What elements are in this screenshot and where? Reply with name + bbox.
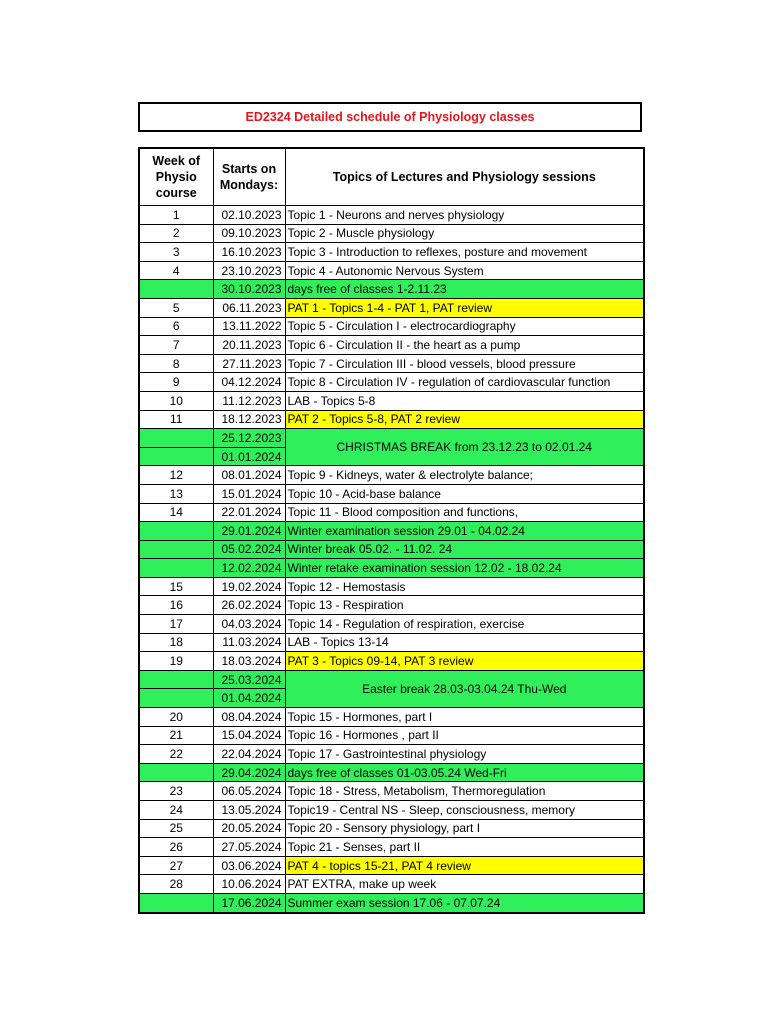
topic-cell: Topic 3 - Introduction to reflexes, posture and movement: [285, 243, 644, 262]
date-cell: 18.03.2024: [213, 652, 285, 671]
topic-cell: LAB - Topics 13-14: [285, 633, 644, 652]
table-row: [139, 893, 644, 912]
week-cell: 15: [139, 577, 213, 596]
date-cell: 11.12.2023: [213, 391, 285, 410]
week-cell: 25: [139, 819, 213, 838]
date-cell: 12.02.2024: [213, 559, 285, 578]
date-cell: 10.06.2024: [213, 875, 285, 894]
table-row: [139, 298, 644, 317]
topic-cell: Winter break 05.02. - 11.02. 24: [285, 540, 644, 559]
topic-cell: Topic 8 - Circulation IV - regulation of cardiovascular function: [285, 373, 644, 392]
topic-cell: Topic 4 - Autonomic Nervous System: [285, 261, 644, 280]
week-cell: [139, 763, 213, 782]
date-cell: 06.11.2023: [213, 298, 285, 317]
week-cell: 23: [139, 782, 213, 801]
date-cell: 06.05.2024: [213, 782, 285, 801]
date-cell: 27.11.2023: [213, 354, 285, 373]
date-cell: 08.04.2024: [213, 708, 285, 727]
topic-cell: Topic 9 - Kidneys, water & electrolyte balance;: [285, 466, 644, 485]
week-cell: 26: [139, 838, 213, 857]
date-cell: 23.10.2023: [213, 261, 285, 280]
topic-cell: Topic 16 - Hormones , part II: [285, 726, 644, 745]
week-cell: [139, 447, 213, 466]
date-cell: 29.04.2024: [213, 763, 285, 782]
topic-cell: Topic 5 - Circulation I - electrocardiography: [285, 317, 644, 336]
week-cell: 1: [139, 206, 213, 225]
table-row: [139, 670, 644, 689]
date-cell: 29.01.2024: [213, 522, 285, 541]
table-row: [139, 261, 644, 280]
week-cell: [139, 689, 213, 708]
topic-cell: Topic 11 - Blood composition and functions,: [285, 503, 644, 522]
table-row: [139, 336, 644, 355]
date-cell: 11.03.2024: [213, 633, 285, 652]
table-row: [139, 875, 644, 894]
header-topic: Topics of Lectures and Physiology sessions: [285, 148, 644, 206]
week-cell: 20: [139, 708, 213, 727]
topic-cell: PAT 4 - topics 15-21, PAT 4 review: [285, 856, 644, 875]
week-cell: 14: [139, 503, 213, 522]
week-cell: 8: [139, 354, 213, 373]
date-cell: 01.04.2024: [213, 689, 285, 708]
schedule-rows: [139, 206, 644, 913]
table-row: [139, 726, 644, 745]
week-cell: 24: [139, 801, 213, 820]
week-cell: [139, 670, 213, 689]
week-cell: 28: [139, 875, 213, 894]
topic-cell: Topic 2 - Muscle physiology: [285, 224, 644, 243]
date-cell: 01.01.2024: [213, 447, 285, 466]
date-cell: 02.10.2023: [213, 206, 285, 225]
table-row: [139, 559, 644, 578]
table-row: [139, 745, 644, 764]
date-cell: 22.04.2024: [213, 745, 285, 764]
table-row: [139, 224, 644, 243]
week-cell: 13: [139, 484, 213, 503]
week-cell: [139, 559, 213, 578]
topic-cell: PAT 3 - Topics 09-14, PAT 3 review: [285, 652, 644, 671]
topic-cell: Topic19 - Central NS - Sleep, consciousness, memory: [285, 801, 644, 820]
date-cell: 08.01.2024: [213, 466, 285, 485]
date-cell: 27.05.2024: [213, 838, 285, 857]
table-row: [139, 410, 644, 429]
topic-cell: PAT EXTRA, make up week: [285, 875, 644, 894]
topic-cell: Topic 1 - Neurons and nerves physiology: [285, 206, 644, 225]
week-cell: [139, 522, 213, 541]
schedule-table: [138, 147, 645, 914]
date-cell: 04.12.2024: [213, 373, 285, 392]
week-cell: 16: [139, 596, 213, 615]
week-cell: 5: [139, 298, 213, 317]
table-row: [139, 801, 644, 820]
topic-cell: Topic 18 - Stress, Metabolism, Thermoregulation: [285, 782, 644, 801]
topic-cell: Topic 12 - Hemostasis: [285, 577, 644, 596]
header-date: Starts on Mondays:: [213, 148, 285, 206]
week-cell: [139, 280, 213, 299]
topic-cell: Topic 14 - Regulation of respiration, exercise: [285, 615, 644, 634]
topic-cell: Topic 13 - Respiration: [285, 596, 644, 615]
page-title: ED2324 Detailed schedule of Physiology classes: [138, 102, 642, 132]
week-cell: 17: [139, 615, 213, 634]
table-row: [139, 354, 644, 373]
week-cell: 7: [139, 336, 213, 355]
table-row: [139, 596, 644, 615]
topic-cell: Topic 10 - Acid-base balance: [285, 484, 644, 503]
date-cell: 04.03.2024: [213, 615, 285, 634]
week-cell: [139, 540, 213, 559]
table-row: [139, 466, 644, 485]
table-row: [139, 391, 644, 410]
week-cell: 19: [139, 652, 213, 671]
week-cell: 10: [139, 391, 213, 410]
date-cell: 13.11.2022: [213, 317, 285, 336]
topic-cell: Topic 20 - Sensory physiology, part I: [285, 819, 644, 838]
week-cell: 21: [139, 726, 213, 745]
table-row: [139, 856, 644, 875]
table-row: [139, 652, 644, 671]
table-row: [139, 615, 644, 634]
topic-cell: Summer exam session 17.06 - 07.07.24: [285, 893, 644, 912]
date-cell: 05.02.2024: [213, 540, 285, 559]
topic-cell: Winter retake examination session 12.02 - 18.02.24: [285, 559, 644, 578]
date-cell: 20.11.2023: [213, 336, 285, 355]
week-cell: 27: [139, 856, 213, 875]
topic-cell: PAT 2 - Topics 5-8, PAT 2 review: [285, 410, 644, 429]
table-row: [139, 280, 644, 299]
date-cell: 30.10.2023: [213, 280, 285, 299]
date-cell: 25.12.2023: [213, 429, 285, 448]
topic-cell: Topic 6 - Circulation II - the heart as a pump: [285, 336, 644, 355]
table-row: [139, 708, 644, 727]
date-cell: 15.01.2024: [213, 484, 285, 503]
week-cell: 9: [139, 373, 213, 392]
date-cell: 17.06.2024: [213, 893, 285, 912]
topic-cell: Easter break 28.03-03.04.24 Thu-Wed: [285, 670, 644, 707]
topic-cell: LAB - Topics 5-8: [285, 391, 644, 410]
date-cell: 13.05.2024: [213, 801, 285, 820]
header-row: [139, 148, 644, 206]
table-row: [139, 633, 644, 652]
topic-cell: Topic 17 - Gastrointestinal physiology: [285, 745, 644, 764]
table-row: [139, 838, 644, 857]
table-row: [139, 782, 644, 801]
header-week: Week of Physio course: [139, 148, 213, 206]
table-row: [139, 522, 644, 541]
date-cell: 16.10.2023: [213, 243, 285, 262]
week-cell: [139, 893, 213, 912]
date-cell: 15.04.2024: [213, 726, 285, 745]
table-row: [139, 819, 644, 838]
week-cell: 22: [139, 745, 213, 764]
week-cell: 18: [139, 633, 213, 652]
week-cell: 6: [139, 317, 213, 336]
topic-cell: days free of classes 01-03.05.24 Wed-Fri: [285, 763, 644, 782]
table-row: [139, 503, 644, 522]
date-cell: 22.01.2024: [213, 503, 285, 522]
table-row: [139, 484, 644, 503]
week-cell: 2: [139, 224, 213, 243]
table-row: [139, 540, 644, 559]
table-row: [139, 317, 644, 336]
table-row: [139, 763, 644, 782]
date-cell: 26.02.2024: [213, 596, 285, 615]
date-cell: 03.06.2024: [213, 856, 285, 875]
date-cell: 18.12.2023: [213, 410, 285, 429]
table-row: [139, 577, 644, 596]
date-cell: 20.05.2024: [213, 819, 285, 838]
topic-cell: Topic 15 - Hormones, part I: [285, 708, 644, 727]
topic-cell: PAT 1 - Topics 1-4 - PAT 1, PAT review: [285, 298, 644, 317]
topic-cell: Topic 7 - Circulation III - blood vessels, blood pressure: [285, 354, 644, 373]
date-cell: 19.02.2024: [213, 577, 285, 596]
week-cell: 12: [139, 466, 213, 485]
table-row: [139, 429, 644, 448]
table-row: [139, 373, 644, 392]
date-cell: 09.10.2023: [213, 224, 285, 243]
topic-cell: CHRISTMAS BREAK from 23.12.23 to 02.01.24: [285, 429, 644, 466]
topic-cell: days free of classes 1-2.11.23: [285, 280, 644, 299]
table-row: [139, 243, 644, 262]
week-cell: [139, 429, 213, 448]
week-cell: 3: [139, 243, 213, 262]
topic-cell: Winter examination session 29.01 - 04.02.24: [285, 522, 644, 541]
topic-cell: Topic 21 - Senses, part II: [285, 838, 644, 857]
week-cell: 11: [139, 410, 213, 429]
date-cell: 25.03.2024: [213, 670, 285, 689]
week-cell: 4: [139, 261, 213, 280]
table-row: [139, 206, 644, 225]
